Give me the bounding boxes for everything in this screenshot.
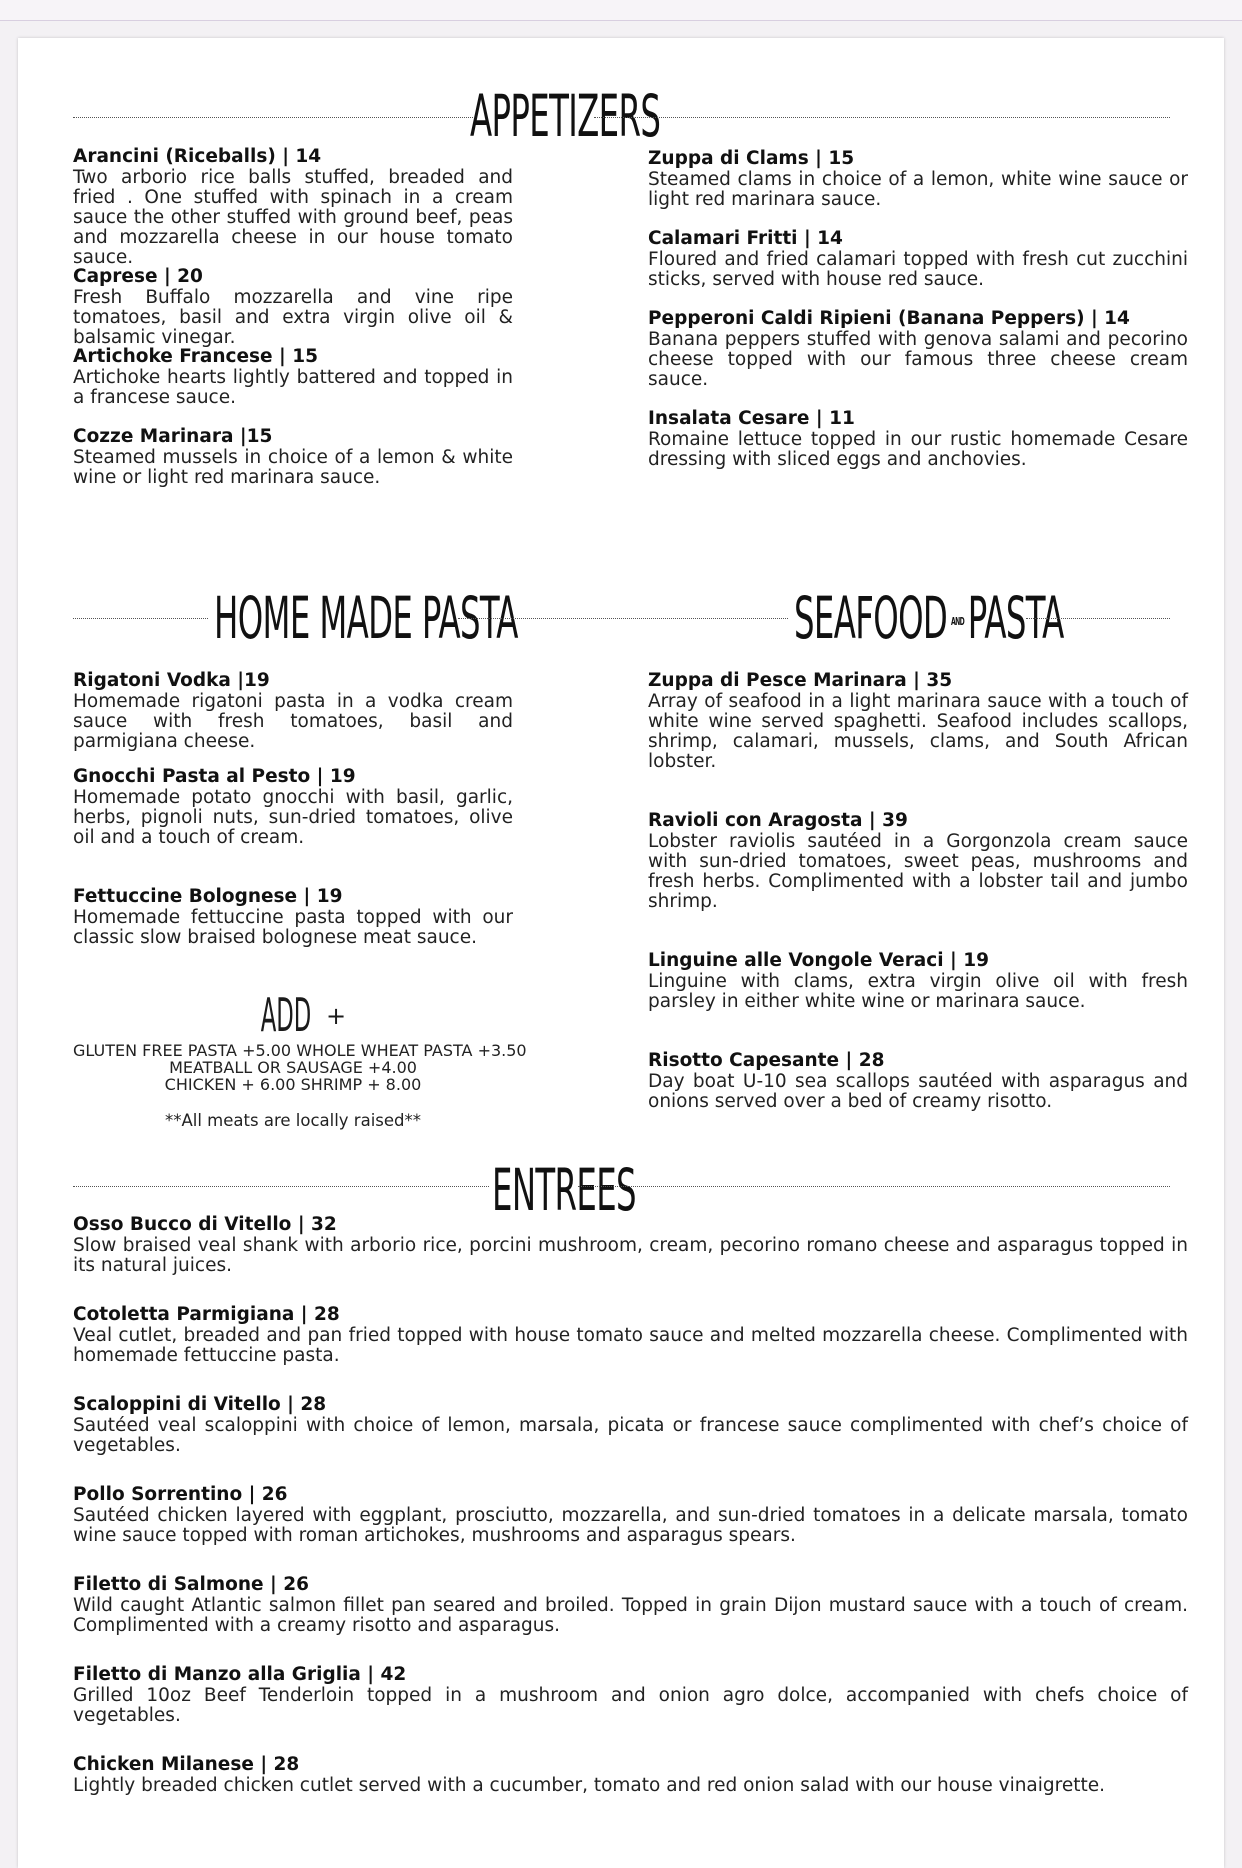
- item-title: Chicken Milanese | 28: [73, 1754, 300, 1775]
- divider-rule: [594, 117, 1170, 118]
- menu-item: [648, 670, 1188, 772]
- item-description: Grilled 10oz Beef Tenderloin topped in a mushroom and onion agro dolce, accompanied with chefs choice of vegetables.: [73, 1685, 1188, 1726]
- item-title: Caprese | 20: [73, 266, 203, 287]
- menu-item: [648, 810, 1188, 912]
- and-mark: AND: [950, 615, 965, 629]
- item-description: Two arborio rice balls stuffed, breaded and fried . One stuffed with spinach in a cream sauce the other stuffed with ground beef, peas and mozzarella cheese in our house tomato sauce.: [73, 167, 513, 268]
- menu-item: [73, 146, 513, 268]
- divider-rule: [73, 117, 473, 118]
- item-description: Sautéed veal scaloppini with choice of lemon, marsala, picata or francese sauce complimented with chef’s choice of vegetables.: [73, 1415, 1188, 1456]
- item-description: Linguine with clams, extra virgin olive oil with fresh parsley in either white wine or marinara sauce.: [648, 971, 1188, 1012]
- item-title: Arancini (Riceballs) | 14: [73, 146, 322, 167]
- menu-item: [648, 1050, 1188, 1112]
- menu-item: [73, 1664, 1188, 1726]
- item-title: Calamari Fritti | 14: [648, 228, 843, 249]
- divider-rule: [578, 1186, 1170, 1187]
- menu-item: [73, 886, 513, 948]
- divider-rule: [1026, 618, 1170, 619]
- item-description: Veal cutlet, breaded and pan fried topped with house tomato sauce and melted mozzarella cheese. Complimented with homemade fettuccine pasta.: [73, 1325, 1188, 1366]
- item-title: Rigatoni Vodka |19: [73, 670, 270, 691]
- seafood-title-a: SEAFOOD: [794, 584, 948, 652]
- item-description: Sautéed chicken layered with eggplant, prosciutto, mozzarella, and sun-dried tomatoes in a delicate marsala, tomato wine sauce topped with roman artichokes, mushrooms and asparagus spears.: [73, 1505, 1188, 1546]
- item-description: Day boat U-10 sea scallops sautéed with asparagus and onions served over a bed of creamy risotto.: [648, 1071, 1188, 1112]
- item-description: Steamed clams in choice of a lemon, white wine sauce or light red marinara sauce.: [648, 169, 1188, 210]
- item-description: Banana peppers stuffed with genova salami and pecorino cheese topped with our famous three cheese cream sauce.: [648, 329, 1188, 390]
- item-title: Fettuccine Bolognese | 19: [73, 886, 343, 907]
- section-title-seafood: [794, 584, 1064, 652]
- menu-item: [648, 228, 1188, 290]
- menu-item: [73, 1754, 1188, 1796]
- menu-item: [73, 670, 513, 752]
- item-description: Floured and fried calamari topped with fresh cut zucchini sticks, served with house red sauce.: [648, 249, 1188, 290]
- add-title: ADD: [260, 988, 312, 1042]
- item-title: Insalata Cesare | 11: [648, 408, 855, 429]
- menu-item: [73, 766, 513, 848]
- top-bar: [0, 0, 1242, 21]
- item-title: Pollo Sorrentino | 26: [73, 1484, 288, 1505]
- menu-item: [73, 426, 513, 488]
- menu-item: [73, 1484, 1188, 1546]
- item-description: Artichoke hearts lightly battered and topped in a francese sauce.: [73, 367, 513, 408]
- menu-item: [73, 1394, 1188, 1456]
- add-line: MEATBALL OR SAUSAGE +4.00: [169, 1058, 417, 1077]
- menu-item: [648, 308, 1188, 390]
- item-title: Risotto Capesante | 28: [648, 1050, 885, 1071]
- section-title-appetizers: APPETIZERS: [470, 82, 661, 150]
- item-description: Homemade fettuccine pasta topped with our classic slow braised bolognese meat sauce.: [73, 907, 513, 948]
- item-title: Pepperoni Caldi Ripieni (Banana Peppers) | 14: [648, 308, 1130, 329]
- item-title: Cotoletta Parmigiana | 28: [73, 1304, 340, 1325]
- add-line: GLUTEN FREE PASTA +5.00 WHOLE WHEAT PASTA +3.50: [73, 1041, 527, 1060]
- item-title: Filetto di Manzo alla Griglia | 42: [73, 1664, 407, 1685]
- item-description: Homemade rigatoni pasta in a vodka cream sauce with fresh tomatoes, basil and parmigiana cheese.: [73, 691, 513, 752]
- item-title: Zuppa di Clams | 15: [648, 148, 855, 169]
- add-plus: +: [325, 1002, 347, 1030]
- seafood-title-b: PASTA: [967, 584, 1064, 652]
- item-title: Zuppa di Pesce Marinara | 35: [648, 670, 953, 691]
- add-ons-block: [73, 988, 527, 1131]
- menu-item: [73, 266, 513, 348]
- item-description: Romaine lettuce topped in our rustic homemade Cesare dressing with sliced eggs and anchovies.: [648, 429, 1188, 470]
- divider-rule: [73, 618, 208, 619]
- item-title: Linguine alle Vongole Veraci | 19: [648, 950, 989, 971]
- item-description: Steamed mussels in choice of a lemon & white wine or light red marinara sauce.: [73, 447, 513, 488]
- menu-item: [648, 408, 1188, 470]
- divider-rule: [73, 1186, 489, 1187]
- item-description: Lobster raviolis sautéed in a Gorgonzola cream sauce with sun-dried tomatoes, sweet peas, mushrooms and fresh herbs. Complimented with a lobster tail and jumbo shrimp.: [648, 831, 1188, 912]
- menu-item: [648, 148, 1188, 210]
- item-description: Slow braised veal shank with arborio rice, porcini mushroom, cream, pecorino romano cheese and asparagus topped in its natural juices.: [73, 1235, 1188, 1276]
- item-description: Wild caught Atlantic salmon fillet pan seared and broiled. Topped in grain Dijon mustard sauce with a touch of cream. Complimented with a creamy risotto and asparagus.: [73, 1595, 1188, 1636]
- item-title: Filetto di Salmone | 26: [73, 1574, 309, 1595]
- item-title: Cozze Marinara |15: [73, 426, 273, 447]
- meats-note: **All meats are locally raised**: [164, 1111, 422, 1130]
- item-description: Homemade potato gnocchi with basil, garlic, herbs, pignoli nuts, sun-dried tomatoes, olive oil and a touch of cream.: [73, 787, 513, 848]
- item-description: Array of seafood in a light marinara sauce with a touch of white wine served spaghetti. Seafood includes scallops, shrimp, calamari, mussels, clams, and South African lobster.: [648, 691, 1188, 772]
- menu-page: [18, 38, 1224, 1868]
- item-title: Scaloppini di Vitello | 28: [73, 1394, 327, 1415]
- item-description: Fresh Buffalo mozzarella and vine ripe tomatoes, basil and extra virgin olive oil & balsamic vinegar.: [73, 287, 513, 348]
- section-title-pasta: HOME MADE PASTA: [214, 584, 518, 652]
- menu-item: [73, 1304, 1188, 1366]
- section-title-entrees: ENTREES: [492, 1156, 636, 1224]
- item-title: Osso Bucco di Vitello | 32: [73, 1214, 337, 1235]
- menu-item: [73, 1574, 1188, 1636]
- add-heading: [73, 990, 513, 1042]
- divider-rule: [458, 618, 788, 619]
- add-line: CHICKEN + 6.00 SHRIMP + 8.00: [164, 1075, 422, 1094]
- menu-item: [73, 1214, 1188, 1276]
- menu-item: [73, 346, 513, 408]
- item-title: Artichoke Francese | 15: [73, 346, 318, 367]
- item-title: Gnocchi Pasta al Pesto | 19: [73, 766, 356, 787]
- item-description: Lightly breaded chicken cutlet served with a cucumber, tomato and red onion salad with our house vinaigrette.: [73, 1775, 1106, 1796]
- item-title: Ravioli con Aragosta | 39: [648, 810, 908, 831]
- menu-item: [648, 950, 1188, 1012]
